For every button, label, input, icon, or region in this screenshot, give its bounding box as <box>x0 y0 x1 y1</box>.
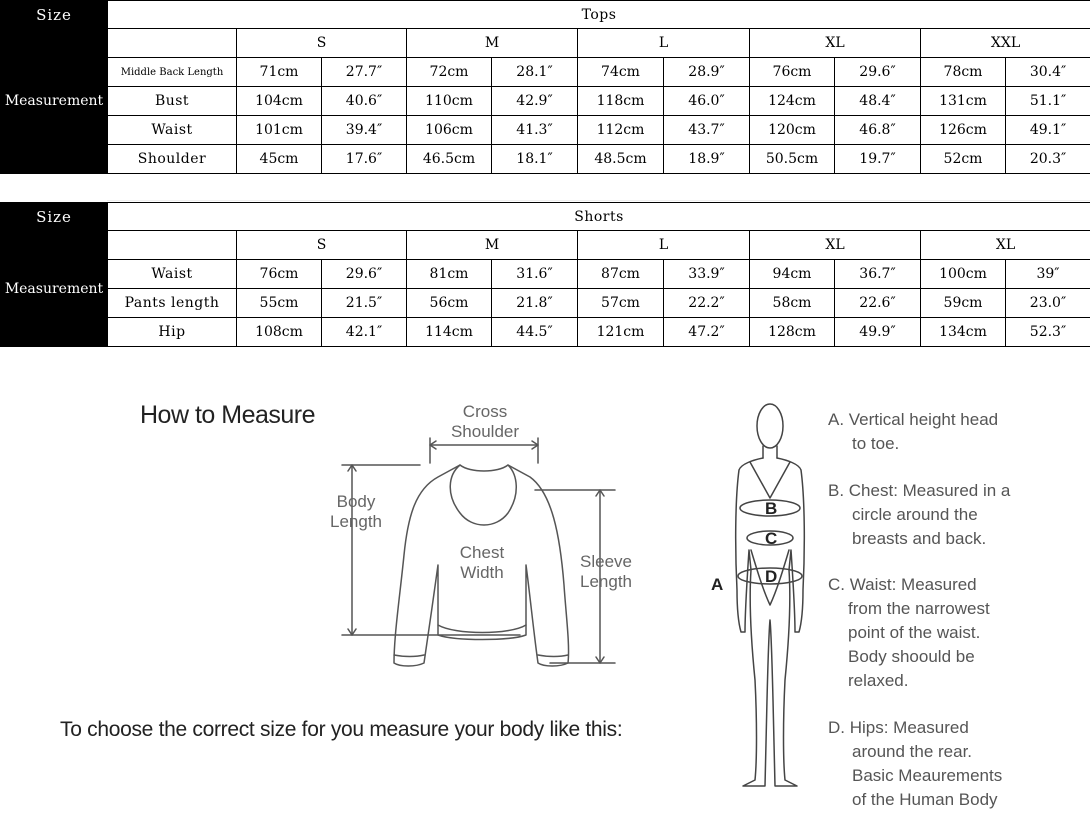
cell: 78cm <box>921 58 1006 87</box>
shorts-size-xl-2: XL <box>921 231 1090 260</box>
cell: 48.5cm <box>578 145 664 174</box>
tops-size-xl: XL <box>750 29 921 58</box>
cell: 126cm <box>921 116 1006 145</box>
cell: 124cm <box>750 87 835 116</box>
cell: 27.7″ <box>322 58 407 87</box>
tops-title: Tops <box>108 1 1090 29</box>
legend-c-line1: C. Waist: Measured <box>828 575 977 594</box>
tops-row <box>1 58 1090 87</box>
legend-d-line4: of the Human Body <box>852 790 998 809</box>
row-label: Middle Back Length <box>108 58 237 87</box>
how-to-measure-title: How to Measure <box>140 401 316 429</box>
letter-c: C <box>765 529 778 548</box>
chest-width-label <box>440 543 524 583</box>
cell: 58cm <box>750 289 835 318</box>
tops-size-m: M <box>407 29 578 58</box>
shorts-row <box>1 289 1090 318</box>
cell: 21.5″ <box>322 289 407 318</box>
sleeve-length-label <box>570 552 642 592</box>
cell: 131cm <box>921 87 1006 116</box>
row-label: Pants length <box>108 289 237 318</box>
cell: 41.3″ <box>492 116 578 145</box>
cell: 106cm <box>407 116 492 145</box>
body-length-line2: Length <box>330 512 382 531</box>
cell: 36.7″ <box>835 260 921 289</box>
cell: 20.3″ <box>1006 145 1090 174</box>
cell: 100cm <box>921 260 1006 289</box>
letter-d: D <box>765 567 778 586</box>
tops-measurement-label: Measurement <box>1 29 108 174</box>
cell: 28.9″ <box>664 58 750 87</box>
cell: 101cm <box>237 116 322 145</box>
cell: 112cm <box>578 116 664 145</box>
cell: 87cm <box>578 260 664 289</box>
cell: 22.2″ <box>664 289 750 318</box>
shorts-row <box>1 318 1090 347</box>
legend-d-line1: D. Hips: Measured <box>828 718 969 737</box>
cell: 47.2″ <box>664 318 750 347</box>
tops-row <box>1 145 1090 174</box>
cell: 29.6″ <box>322 260 407 289</box>
cell: 46.5cm <box>407 145 492 174</box>
cell: 18.1″ <box>492 145 578 174</box>
cell: 46.0″ <box>664 87 750 116</box>
cell: 74cm <box>578 58 664 87</box>
head-outline <box>757 404 783 448</box>
letter-a: A <box>711 575 724 594</box>
body-length-label <box>324 492 388 532</box>
cell: 30.4″ <box>1006 58 1090 87</box>
legend-c-line4: Body shoould be <box>848 647 975 666</box>
letter-b: B <box>765 499 778 518</box>
legend-a-line2: to toe. <box>852 434 900 453</box>
legend-c-line5: relaxed. <box>848 671 909 690</box>
cell: 57cm <box>578 289 664 318</box>
cell: 40.6″ <box>322 87 407 116</box>
cell: 121cm <box>578 318 664 347</box>
shorts-size-row-blank <box>108 231 237 260</box>
cell: 45cm <box>237 145 322 174</box>
cell: 52.3″ <box>1006 318 1090 347</box>
cell: 134cm <box>921 318 1006 347</box>
cell: 55cm <box>237 289 322 318</box>
tops-size-s: S <box>237 29 407 58</box>
cell: 31.6″ <box>492 260 578 289</box>
cross-shoulder-line2: Shoulder <box>450 422 520 441</box>
row-label: Hip <box>108 318 237 347</box>
cell: 33.9″ <box>664 260 750 289</box>
chest-width-line1: Chest <box>459 543 505 562</box>
cell: 18.9″ <box>664 145 750 174</box>
shorts-size-header: Size <box>1 203 108 231</box>
spacer-gap <box>107 174 1090 201</box>
legend-c-line3: point of the waist. <box>848 623 981 642</box>
legend-d-line2: around the rear. <box>852 742 973 761</box>
cell: 128cm <box>750 318 835 347</box>
cell: 59cm <box>921 289 1006 318</box>
cell: 21.8″ <box>492 289 578 318</box>
cell: 104cm <box>237 87 322 116</box>
tops-row <box>1 87 1090 116</box>
cell: 49.1″ <box>1006 116 1090 145</box>
cell: 50.5cm <box>750 145 835 174</box>
row-label: Waist <box>108 260 237 289</box>
tops-size-row-blank <box>108 29 237 58</box>
shorts-row <box>1 260 1090 289</box>
row-label: Bust <box>108 87 237 116</box>
legend-d <box>828 716 1068 812</box>
cell: 22.6″ <box>835 289 921 318</box>
cell: 71cm <box>237 58 322 87</box>
cell: 81cm <box>407 260 492 289</box>
shorts-size-xl: XL <box>750 231 921 260</box>
chest-width-line2: Width <box>460 563 504 582</box>
cell: 46.8″ <box>835 116 921 145</box>
cell: 76cm <box>750 58 835 87</box>
shorts-size-s: S <box>237 231 407 260</box>
cell: 110cm <box>407 87 492 116</box>
tops-size-table <box>0 0 1090 174</box>
cell: 52cm <box>921 145 1006 174</box>
cell: 19.7″ <box>835 145 921 174</box>
tops-size-l: L <box>578 29 750 58</box>
sleeve-length-line2: Length <box>580 572 632 591</box>
legend-b <box>828 479 1068 551</box>
shorts-size-l: L <box>578 231 750 260</box>
tops-size-xxl: XXL <box>921 29 1090 58</box>
legend-b-line1: B. Chest: Measured in a <box>828 481 1011 500</box>
cross-shoulder-label <box>430 402 540 442</box>
legend-a-line1: A. Vertical height head <box>828 410 999 429</box>
cell: 29.6″ <box>835 58 921 87</box>
cell: 43.7″ <box>664 116 750 145</box>
human-body-diagram <box>715 400 825 800</box>
cross-shoulder-line1: Cross <box>462 402 508 421</box>
legend-b-line2: circle around the <box>852 505 978 524</box>
legend-b-line3: breasts and back. <box>852 529 987 548</box>
sleeve-length-line1: Sleeve <box>580 552 632 571</box>
row-label: Shoulder <box>108 145 237 174</box>
instruction-text: To choose the correct size for you measure your body like this: <box>60 718 623 741</box>
cell: 23.0″ <box>1006 289 1090 318</box>
shorts-size-m: M <box>407 231 578 260</box>
legend-a <box>828 408 1068 456</box>
cell: 72cm <box>407 58 492 87</box>
cell: 114cm <box>407 318 492 347</box>
cell: 120cm <box>750 116 835 145</box>
row-label: Waist <box>108 116 237 145</box>
tops-size-header: Size <box>1 1 108 29</box>
cell: 39″ <box>1006 260 1090 289</box>
legend-c <box>828 573 1068 693</box>
tops-row <box>1 116 1090 145</box>
cell: 49.9″ <box>835 318 921 347</box>
cell: 48.4″ <box>835 87 921 116</box>
shorts-title: Shorts <box>108 203 1090 231</box>
cell: 51.1″ <box>1006 87 1090 116</box>
cell: 28.1″ <box>492 58 578 87</box>
cell: 42.9″ <box>492 87 578 116</box>
cell: 44.5″ <box>492 318 578 347</box>
cell: 118cm <box>578 87 664 116</box>
cell: 56cm <box>407 289 492 318</box>
cell: 76cm <box>237 260 322 289</box>
legend-d-line3: Basic Meaurements <box>852 766 1003 785</box>
cell: 42.1″ <box>322 318 407 347</box>
body-length-line1: Body <box>336 492 376 511</box>
shorts-size-table <box>0 202 1090 347</box>
legend-c-line2: from the narrowest <box>848 599 990 618</box>
cell: 39.4″ <box>322 116 407 145</box>
cell: 94cm <box>750 260 835 289</box>
cell: 17.6″ <box>322 145 407 174</box>
shorts-measurement-label: Measurement <box>1 231 108 347</box>
cell: 108cm <box>237 318 322 347</box>
